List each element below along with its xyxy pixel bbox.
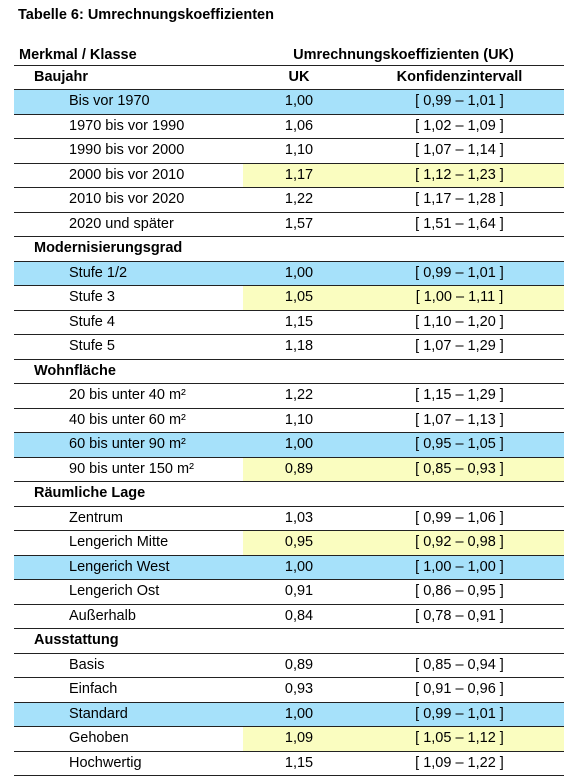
row-konfidenzintervall: [ 0,99 – 1,06 ] (415, 509, 504, 526)
row-konfidenzintervall: [ 1,02 – 1,09 ] (415, 117, 504, 134)
table-row (14, 409, 564, 434)
row-uk-value: 1,57 (284, 215, 314, 232)
row-label: 2000 bis vor 2010 (69, 166, 185, 183)
group-header-row (14, 66, 564, 90)
group-title: Modernisierungsgrad (34, 240, 183, 256)
row-konfidenzintervall: [ 0,91 – 0,96 ] (415, 681, 504, 697)
row-uk-value: 1,22 (284, 191, 314, 207)
row-konfidenzintervall: [ 1,09 – 1,22 ] (415, 754, 504, 771)
table-row (14, 164, 564, 189)
table-row (14, 311, 564, 336)
row-uk-value: 1,00 (284, 264, 314, 281)
row-uk-value: 1,15 (284, 754, 314, 771)
row-label: Stufe 1/2 (69, 264, 128, 281)
header-uk-group: Umrechnungskoeffizienten (UK) (293, 47, 514, 63)
row-label: 2010 bis vor 2020 (69, 191, 185, 207)
row-konfidenzintervall: [ 1,00 – 1,00 ] (415, 558, 504, 575)
row-label: 1990 bis vor 2000 (69, 142, 185, 158)
table-row (14, 433, 564, 458)
table-row (14, 678, 564, 703)
row-konfidenzintervall: [ 1,05 – 1,12 ] (415, 730, 504, 746)
row-label: Einfach (69, 681, 118, 697)
row-konfidenzintervall: [ 0,99 – 1,01 ] (415, 705, 504, 722)
row-uk-value: 1,09 (284, 730, 314, 746)
header-uk: UK (288, 69, 310, 85)
table-row (14, 458, 564, 483)
row-konfidenzintervall: [ 1,00 – 1,11 ] (415, 289, 504, 305)
table-row (14, 188, 564, 213)
group-title: Räumliche Lage (34, 485, 146, 501)
row-uk-value: 1,00 (284, 93, 314, 109)
row-label: Gehoben (69, 730, 129, 746)
table-row (14, 262, 564, 287)
row-uk-value: 1,10 (284, 142, 314, 158)
header-konfidenzintervall: Konfidenzintervall (396, 69, 523, 85)
row-konfidenzintervall: [ 0,92 – 0,98 ] (415, 534, 504, 550)
row-uk-value: 1,06 (284, 117, 314, 134)
row-uk-value: 1,00 (284, 705, 314, 722)
row-uk-value: 1,00 (284, 558, 314, 575)
row-konfidenzintervall: [ 0,99 – 1,01 ] (415, 264, 504, 281)
row-uk-value: 1,18 (284, 338, 314, 354)
table-row (14, 752, 564, 777)
table-row (14, 335, 564, 360)
row-label: 90 bis unter 150 m² (69, 460, 194, 477)
row-label: Lengerich West (69, 558, 170, 575)
row-label: Zentrum (69, 509, 123, 526)
row-uk-value: 0,84 (284, 607, 314, 624)
row-konfidenzintervall: [ 1,10 – 1,20 ] (415, 313, 504, 330)
row-konfidenzintervall: [ 0,85 – 0,94 ] (415, 656, 504, 673)
row-uk-value: 0,95 (284, 534, 314, 550)
table-row (14, 90, 564, 115)
table-row (14, 556, 564, 581)
group-title: Wohnfläche (34, 362, 116, 379)
table-row (14, 605, 564, 630)
row-konfidenzintervall: [ 1,51 – 1,64 ] (415, 215, 504, 232)
table-row (14, 139, 564, 164)
row-uk-value: 1,05 (284, 289, 314, 305)
header-merkmal: Merkmal / Klasse (19, 47, 137, 63)
row-konfidenzintervall: [ 0,78 – 0,91 ] (415, 607, 504, 624)
row-konfidenzintervall: [ 0,95 – 1,05 ] (415, 436, 504, 452)
row-label: 2020 und später (69, 215, 174, 232)
table-row (14, 703, 564, 728)
table-row (14, 384, 564, 409)
row-label: Lengerich Ost (69, 583, 160, 599)
row-konfidenzintervall: [ 1,07 – 1,13 ] (415, 411, 504, 428)
row-konfidenzintervall: [ 0,86 – 0,95 ] (415, 583, 504, 599)
row-uk-value: 0,89 (284, 656, 314, 673)
row-label: 20 bis unter 40 m² (69, 387, 186, 403)
row-uk-value: 1,22 (284, 387, 314, 403)
row-label: Stufe 5 (69, 338, 115, 354)
row-label: Standard (69, 705, 128, 722)
row-label: Basis (69, 656, 105, 673)
group-title: Ausstattung (34, 632, 119, 648)
table-caption: Tabelle 6: Umrechnungskoeffizienten (18, 7, 274, 23)
row-konfidenzintervall: [ 1,12 – 1,23 ] (415, 166, 504, 183)
row-label: 60 bis unter 90 m² (69, 436, 186, 452)
row-konfidenzintervall: [ 1,17 – 1,28 ] (415, 191, 504, 207)
group-header-row (14, 237, 564, 262)
group-header-row (14, 360, 564, 385)
row-label: Hochwertig (69, 754, 142, 771)
group-header-row (14, 482, 564, 507)
row-uk-value: 0,93 (284, 681, 314, 697)
table-row (14, 115, 564, 140)
row-uk-value: 1,17 (284, 166, 314, 183)
row-label: Stufe 3 (69, 289, 115, 305)
table-row (14, 286, 564, 311)
row-label: Lengerich Mitte (69, 534, 169, 550)
row-label: Bis vor 1970 (69, 93, 150, 109)
row-label: Außerhalb (69, 607, 136, 624)
table-header-row (14, 44, 564, 66)
row-uk-value: 1,10 (284, 411, 314, 428)
table-row (14, 654, 564, 679)
table-row (14, 727, 564, 752)
table-row (14, 507, 564, 532)
coefficient-table (14, 44, 564, 776)
row-uk-value: 0,91 (284, 583, 314, 599)
table-row (14, 531, 564, 556)
group-title: Baujahr (34, 69, 88, 85)
row-label: Stufe 4 (69, 313, 115, 330)
row-uk-value: 1,15 (284, 313, 314, 330)
group-header-row (14, 629, 564, 654)
row-konfidenzintervall: [ 0,99 – 1,01 ] (415, 93, 504, 109)
row-konfidenzintervall: [ 1,07 – 1,14 ] (415, 142, 504, 158)
row-label: 1970 bis vor 1990 (69, 117, 185, 134)
row-konfidenzintervall: [ 1,07 – 1,29 ] (415, 338, 504, 354)
row-konfidenzintervall: [ 1,15 – 1,29 ] (415, 387, 504, 403)
row-konfidenzintervall: [ 0,85 – 0,93 ] (415, 460, 504, 477)
row-label: 40 bis unter 60 m² (69, 411, 186, 428)
row-uk-value: 1,03 (284, 509, 314, 526)
row-uk-value: 1,00 (284, 436, 314, 452)
table-row (14, 213, 564, 238)
table-row (14, 580, 564, 605)
row-uk-value: 0,89 (284, 460, 314, 477)
